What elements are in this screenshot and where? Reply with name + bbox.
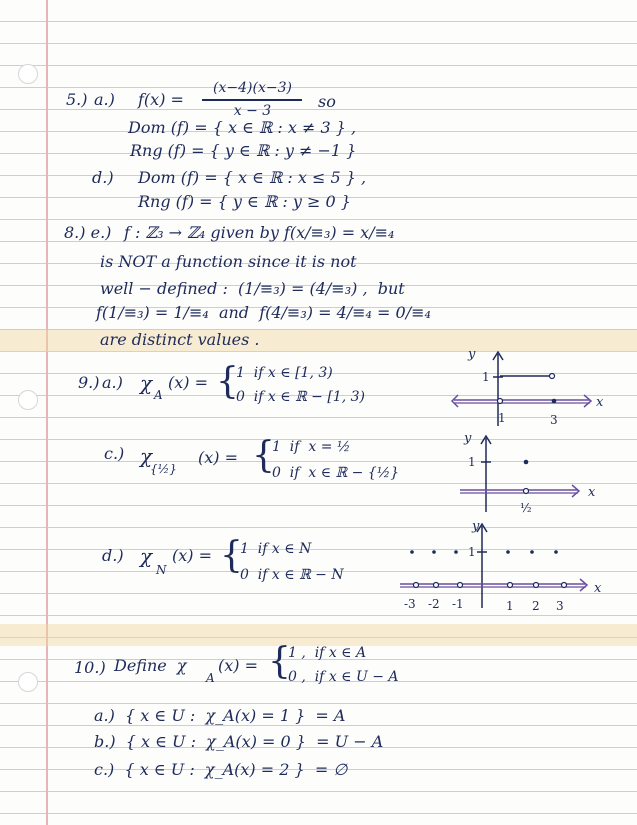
graph1-tick-3: 3 <box>550 413 558 427</box>
graph1-closed-dot-3-axis <box>552 399 557 404</box>
graph2-tick-half: ½ <box>520 501 532 515</box>
problem9c-brace: { <box>252 435 275 476</box>
graph3-y-axis <box>477 524 487 608</box>
graph1-y-label: y <box>468 347 476 362</box>
graph-chi-A <box>450 344 610 434</box>
problem9a-brace: { <box>216 361 239 402</box>
problem10-case2: 0 , if x ∈ U − A <box>288 669 399 685</box>
problem10-brace: { <box>268 641 291 682</box>
problem9c-label: c.) <box>104 444 125 463</box>
graph2-closed-dot-half <box>524 460 529 465</box>
problem10-label: 10.) <box>74 658 106 677</box>
problem5d-domain: Dom (f) = { x ∈ ℝ : x ≤ 5 } , <box>138 168 367 187</box>
problem9c-case2: 0 if x ∈ ℝ − {½} <box>272 465 400 481</box>
graph3-y-label: y <box>472 519 480 534</box>
graph1-open-dot-3 <box>550 374 555 379</box>
binder-hole-bottom <box>18 672 38 692</box>
graph3-x-axis <box>400 579 587 591</box>
graph1-open-dot-1-axis <box>498 399 503 404</box>
tape-strip-lower <box>0 624 637 646</box>
problem10a: a.) { x ∈ U : χ_A(x) = 1 } = A <box>94 706 346 725</box>
problem9a-label: a.) <box>102 373 123 392</box>
problem9d-case1: 1 if x ∈ N <box>240 541 312 557</box>
graph2-x-axis <box>460 485 579 497</box>
problem9-label: 9.) <box>78 373 100 392</box>
problem8-line4: f(1/≡₃) = 1/≡₄ and f(4/≡₃) = 4/≡₄ = 0/≡₄ <box>96 303 431 322</box>
graph2-y-axis <box>481 436 491 512</box>
problem5a-so: so <box>318 92 336 111</box>
graph-chi-N <box>396 516 616 616</box>
graph2-y-label: y <box>464 431 472 446</box>
binder-hole-middle <box>18 390 38 410</box>
problem10-case1: 1 , if x ∈ A <box>288 645 367 661</box>
problem9d-subscript: N <box>156 563 167 577</box>
problem10-subscript: A <box>206 671 215 685</box>
graph3-x-label: x <box>594 581 602 596</box>
graph3-tick-neg3: -3 <box>404 597 416 611</box>
problem5a-range: Rng (f) = { y ∈ ℝ : y ≠ −1 } <box>130 141 357 160</box>
problem8-line3: well − defined : (1/≡₃) = (4/≡₃) , but <box>100 279 405 298</box>
problem8-line1: f : ℤ₃ → ℤ₄ given by f(x/≡₃) = x/≡₄ <box>124 223 395 242</box>
problem9a-case2: 0 if x ∈ ℝ − [1, 3) <box>236 389 365 405</box>
binder-hole-top <box>18 64 38 84</box>
problem5a-domain: Dom (f) = { x ∈ ℝ : x ≠ 3 } , <box>128 118 357 137</box>
problem5d-range: Rng (f) = { y ∈ ℝ : y ≥ 0 } <box>138 192 351 211</box>
problem9c-arg: (x) = <box>198 448 238 467</box>
problem5a-denominator: x − 3 <box>233 103 272 119</box>
problem8-label: 8.) e.) <box>64 223 112 242</box>
problem5d-label: d.) <box>92 168 114 187</box>
problem9a-subscript: A <box>154 388 163 402</box>
graph1-x-label: x <box>596 395 604 410</box>
problem5-number: 5.) <box>66 90 88 109</box>
problem9a-case1: 1 if x ∈ [1, 3) <box>236 365 333 381</box>
graph2-one-label: 1 <box>468 455 476 469</box>
graph1-one-label: 1 <box>482 370 490 384</box>
problem10c: c.) { x ∈ U : χ_A(x) = 2 } = ∅ <box>94 760 348 779</box>
problem9a-chi: χ <box>140 371 153 395</box>
problem9a-arg: (x) = <box>168 373 208 392</box>
problem9c-case1: 1 if x = ½ <box>272 439 351 455</box>
graph2-open-dot-half-axis <box>524 489 529 494</box>
graph3-tick-3: 3 <box>556 599 564 613</box>
problem5a-function-lhs: f(x) = <box>138 90 184 109</box>
problem9c-chi: χ <box>140 444 153 468</box>
graph3-tick-1: 1 <box>506 599 514 613</box>
problem5a-fraction-bar <box>202 99 302 101</box>
graph2-x-label: x <box>588 485 596 500</box>
graph3-tick-neg2: -2 <box>428 597 440 611</box>
problem10-define: Define χ <box>114 656 187 675</box>
problem5a-numerator: (x−4)(x−3) <box>213 80 292 96</box>
graph1-tick-1: 1 <box>498 411 506 425</box>
problem9c-subscript: {½} <box>150 462 177 476</box>
problem8-line5: are distinct values . <box>100 330 260 349</box>
graph-chi-half <box>450 428 610 520</box>
graph3-one-label: 1 <box>468 545 476 559</box>
problem9d-case2: 0 if x ∈ ℝ − N <box>240 567 344 583</box>
problem9d-arg: (x) = <box>172 546 212 565</box>
problem9d-chi: χ <box>140 544 153 568</box>
graph1-x-axis <box>452 395 591 407</box>
problem8-line2: is NOT a function since it is not <box>100 252 357 271</box>
graph3-tick-neg1: -1 <box>452 597 464 611</box>
problem9d-label: d.) <box>102 546 124 565</box>
problem10-arg: (x) = <box>218 656 258 675</box>
problem10b: b.) { x ∈ U : χ_A(x) = 0 } = U − A <box>94 732 384 751</box>
problem5a-label: a.) <box>94 90 115 109</box>
problem9d-brace: { <box>220 535 243 576</box>
graph3-tick-2: 2 <box>532 599 540 613</box>
